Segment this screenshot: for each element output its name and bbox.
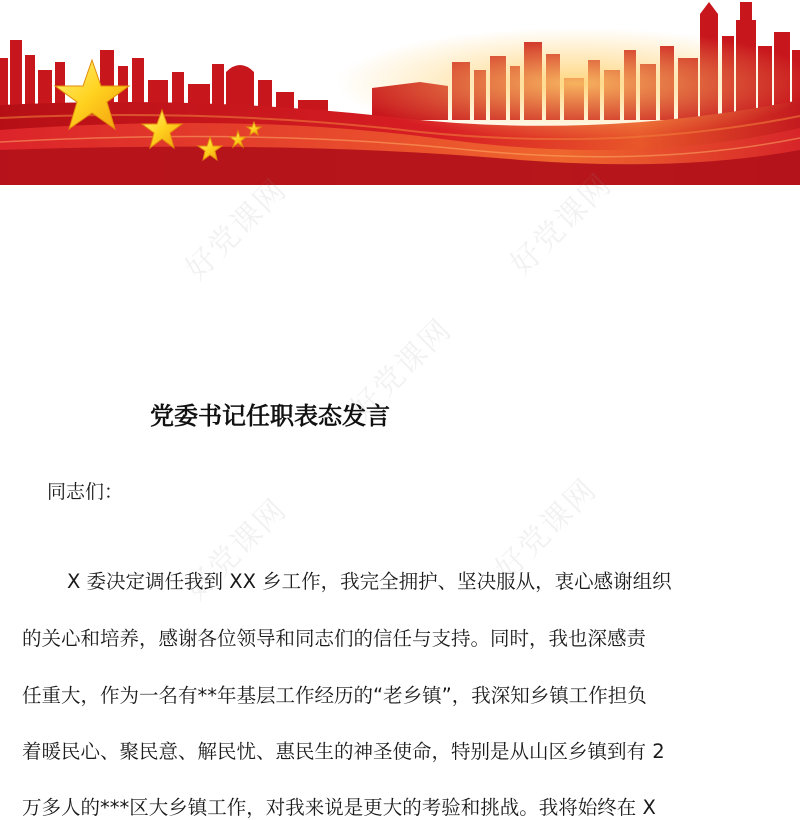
watermark-text: 好党课网 — [178, 171, 295, 288]
paragraph-line: 万多人的***区大乡镇工作，对我来说是更大的考验和挑战。我将始终在 X — [22, 796, 656, 819]
watermark-text: 好党课网 — [343, 311, 460, 428]
paragraph-line: 任重大，作为一名有**年基层工作经历的“老乡镇”，我深知乡镇工作担负 — [22, 684, 647, 707]
document-title: 党委书记任职表态发言 — [150, 402, 390, 430]
watermark-text: 好党课网 — [488, 471, 605, 588]
header-banner — [0, 0, 800, 185]
watermark-text: 好党课网 — [178, 491, 295, 608]
paragraph-line: 着暖民心、聚民意、解民忧、惠民生的神圣使命，特别是从山区乡镇到有 2 — [22, 740, 665, 763]
paragraph-line: 的关心和培养，感谢各位领导和同志们的信任与支持。同时，我也深感责 — [22, 627, 647, 650]
salutation: 同志们： — [47, 481, 124, 503]
paragraph-line: X 委决定调任我到 XX 乡工作，我完全拥护、坚决服从，衷心感谢组织 — [67, 570, 672, 593]
watermark-text: 好党课网 — [503, 166, 620, 283]
banner-graphic — [0, 0, 800, 185]
